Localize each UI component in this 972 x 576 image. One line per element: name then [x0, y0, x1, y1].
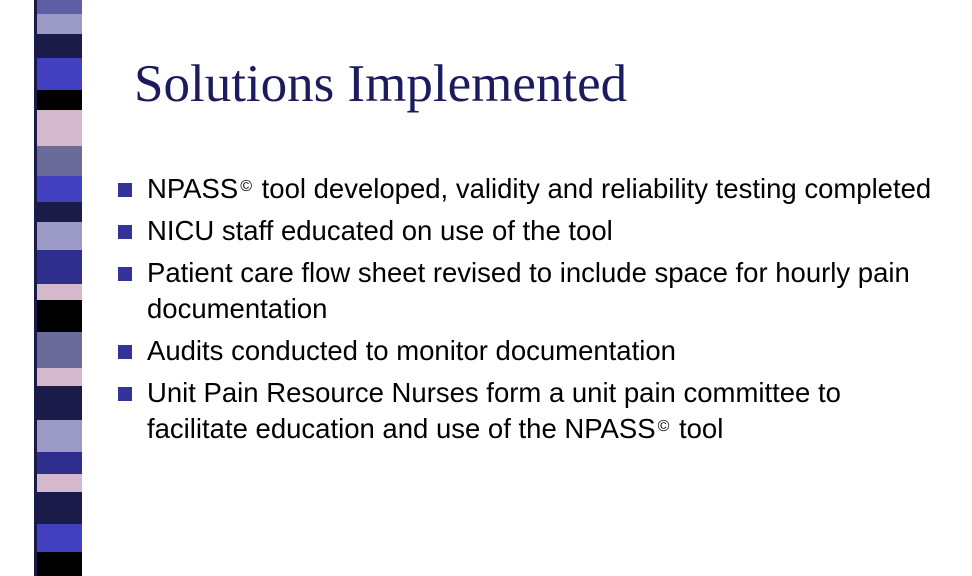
bullet-item	[118, 255, 938, 327]
bullet-text: Audits conducted to monitor documentation	[147, 335, 676, 366]
copyright-symbol: ©	[657, 418, 670, 435]
square-bullet-icon	[118, 345, 132, 359]
bullet-text: NPASS	[147, 173, 239, 204]
square-bullet-icon	[118, 183, 132, 197]
bullet-text: Patient care flow sheet revised to include space for hourly pain documentation	[147, 257, 910, 324]
square-bullet-icon	[118, 267, 132, 281]
slide-title: Solutions Implemented	[134, 55, 628, 113]
bullet-item	[118, 333, 938, 369]
bullet-item	[118, 171, 938, 207]
decorative-stripe	[0, 0, 82, 576]
square-bullet-icon	[118, 225, 132, 239]
bullet-text: tool developed, validity and reliability testing completed	[254, 173, 932, 204]
bullet-list	[118, 171, 938, 453]
copyright-symbol: ©	[240, 178, 252, 195]
bullet-item	[118, 375, 938, 447]
square-bullet-icon	[118, 387, 132, 401]
bullet-item	[118, 213, 938, 249]
bullet-text: tool	[671, 413, 724, 444]
bullet-text: Unit Pain Resource Nurses form a unit pain committee to facilitate education and use of the NPASS	[147, 377, 841, 444]
bullet-text: NICU staff educated on use of the tool	[147, 215, 613, 246]
